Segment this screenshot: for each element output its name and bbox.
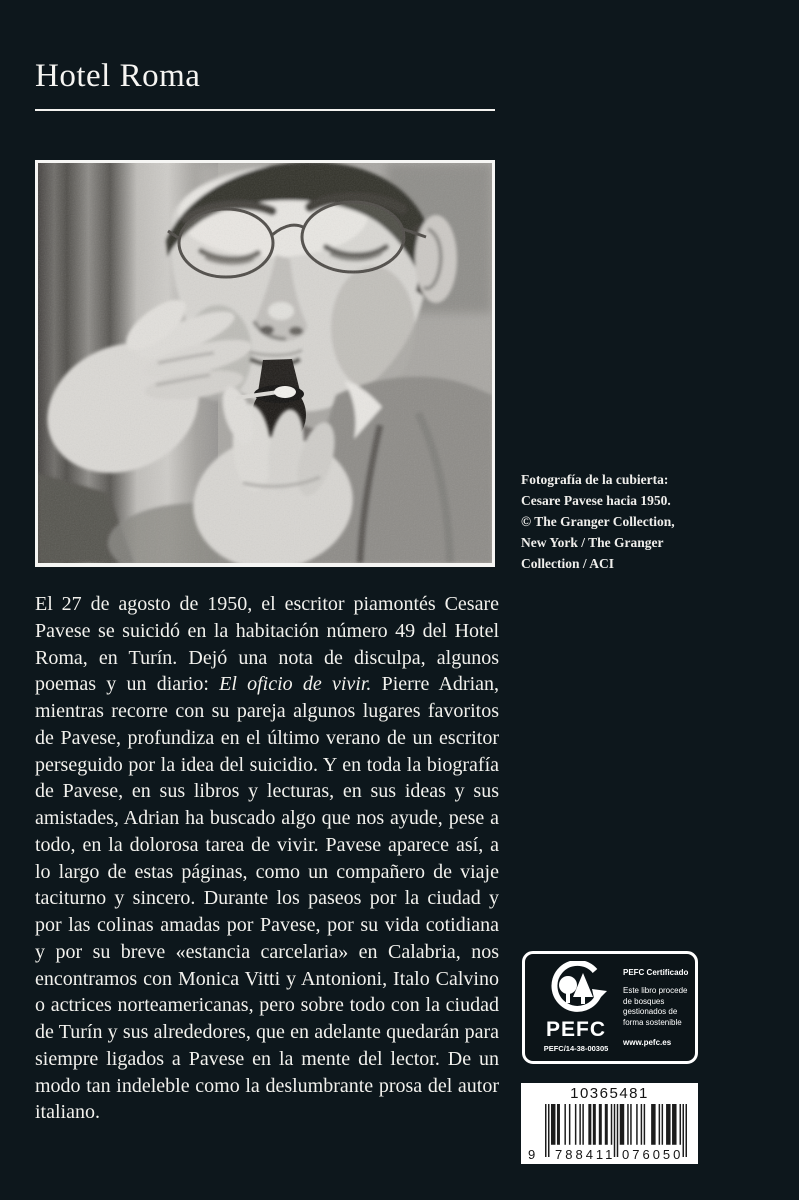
pefc-certification-label [522, 951, 698, 1064]
credit-heading: Fotografía de la cubierta: [521, 472, 669, 487]
pefc-heading: PEFC Certificado [623, 968, 689, 977]
pefc-logo-column [532, 961, 620, 1056]
synopsis-segment: Pierre Adrian, mientras recorre con su pareja algunos lugares favoritos de Pavese, profundiza en el último verano de un escritor perseguido por la idea del suicidio. Y en toda la biografía de Pavese, en sus libros y lecturas, en sus ideas y sus amistades, Adrian ha buscado algo que nos ayude, pese a todo, en la dolorosa tarea de vivir. Pavese aparece así, a lo largo de estas páginas, como un compañero de viaje taciturno y sincero. Durante los paseos por la ciudad y por las colinas amadas por Pavese, por su vida cotidiana y por su breve «estancia carcelaria» en Calabria, nos encontramos con Monica Vitti y Antonioni, Italo Calvino o actrices norteamericanas, pero sobre todo con la ciudad de Turín y sus alrededores, que en adelante quedarán para siempre ligados a Pavese en la mente del lector. De un modo tan indeleble como la deslumbrante prosa del autor italiano. [35, 673, 500, 1124]
credit-line: Cesare Pavese hacia 1950. [521, 493, 671, 508]
ean-barcode [521, 1083, 698, 1164]
pefc-description: Este libro procede de bosques gestionados de forma sostenible [623, 986, 688, 1027]
cover-photo-frame [35, 160, 495, 567]
credit-line: New York / The Granger [521, 535, 664, 550]
pavese-portrait-photo [38, 163, 492, 563]
pefc-url: www.pefc.es [623, 1038, 672, 1047]
book-title: Hotel Roma [35, 58, 201, 94]
title-rule [35, 109, 495, 111]
barcode-digit-leading: 9 [528, 1147, 536, 1162]
credit-line: Collection / ACI [521, 556, 614, 571]
barcode-digit-group: 076050 [622, 1147, 684, 1162]
pefc-trees-icon [545, 961, 607, 1017]
synopsis-text [35, 591, 499, 1126]
pefc-wordmark: PEFC [545, 1018, 606, 1041]
pefc-text-column [620, 961, 690, 1056]
photo-credit [521, 469, 706, 574]
pefc-cert-code: PEFC/14-38-00305 [543, 1044, 609, 1053]
film-grain-overlay [38, 163, 492, 563]
book-title-reference: El oficio de vivir. [219, 673, 372, 696]
synopsis-segment: El 27 de agosto de 1950, el escritor piamontés Cesare Pavese se suicidó en la habitación número 49 del Hotel Roma, en Turín. Dejó una nota de disculpa, algunos poemas y un diario: [35, 593, 499, 696]
barcode-top-number: 10365481 [570, 1085, 649, 1102]
credit-line: © The Granger Collection, [521, 514, 675, 529]
barcode-digit-group: 788411 [555, 1147, 616, 1162]
